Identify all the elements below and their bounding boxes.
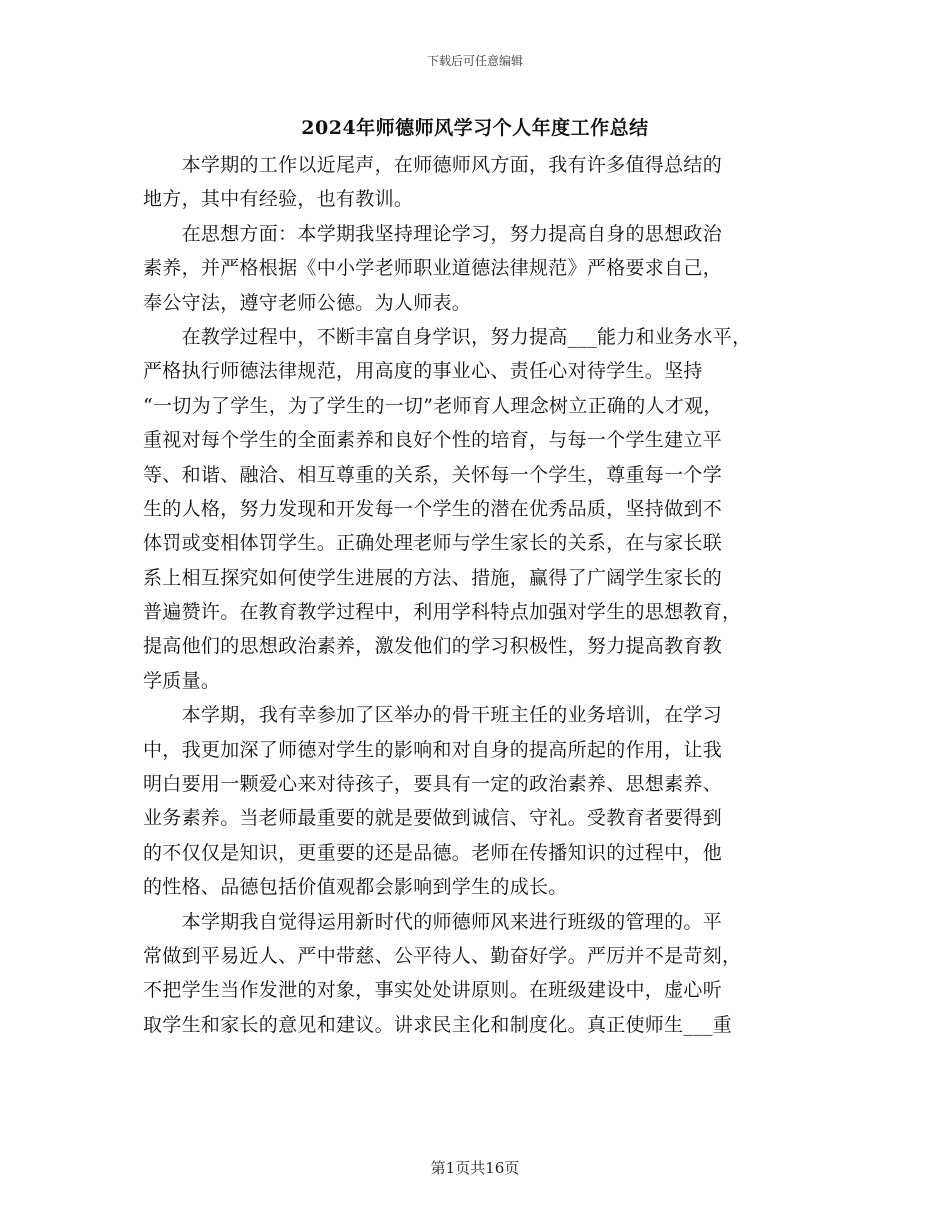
- text-line: 地方，其中有经验，也有教训。: [143, 188, 414, 211]
- text-line: 系上相互探究如何使学生进展的方法、措施，赢得了广阔学生家长的: [143, 566, 723, 589]
- text-line: 奉公守法，遵守老师公德。为人师表。: [143, 291, 472, 314]
- text-line: 中，我更加深了师德对学生的影响和对自身的提高所起的作用，让我: [143, 738, 723, 761]
- text-line: 生的人格，努力发现和开发每一个学生的潜在优秀品质，坚持做到不: [143, 497, 723, 520]
- text-line: 体罚或变相体罚学生。正确处理老师与学生家长的关系，在与家长联: [143, 532, 723, 555]
- text-line: 在教学过程中，不断丰富自身学识，努力提高___能力和业务水平，: [143, 325, 752, 348]
- header-note: 下载后可任意编辑: [426, 54, 523, 68]
- text-line: 严格执行师德法律规范，用高度的事业心、责任心对待学生。坚持: [143, 360, 703, 383]
- text-line: 的性格、品德包括价值观都会影响到学生的成长。: [143, 876, 568, 899]
- text-line: 在思想方面：本学期我坚持理论学习，努力提高自身的思想政治: [143, 222, 723, 245]
- text-line: 等、和谐、融洽、相互尊重的关系，关怀每一个学生，尊重每一个学: [143, 463, 723, 486]
- text-line: 业务素养。当老师最重要的就是要做到诚信、守礼。受教育者要得到: [143, 807, 723, 830]
- text-line: 学质量。: [143, 669, 221, 692]
- text-line: “一切为了学生，为了学生的一切”老师育人理念树立正确的人才观，: [143, 394, 723, 417]
- text-line: 本学期的工作以近尾声，在师德师风方面，我有许多值得总结的: [143, 154, 723, 176]
- text-line: 常做到平易近人、严中带慈、公平待人、勤奋好学。严厉并不是苛刻，: [143, 944, 742, 967]
- text-line: 素养，并严格根据《中小学老师职业道德法律规范》严格要求自己，: [143, 257, 723, 280]
- text-line: 明白要用一颗爱心来对待孩子，要具有一定的政治素养、思想素养、: [143, 773, 723, 796]
- text-line: 普遍赞许。在教育教学过程中，利用学科特点加强对学生的思想教育，: [143, 601, 742, 624]
- text-line: 提高他们的思想政治素养，激发他们的学习积极性，努力提高教育教: [143, 635, 723, 658]
- page-footer: 第1页共16页: [430, 1159, 520, 1177]
- document-title: 2024年师德师风学习个人年度工作总结: [301, 117, 649, 139]
- text-line: 本学期，我有幸参加了区举办的骨干班主任的业务培训，在学习: [143, 704, 723, 727]
- text-line: 取学生和家长的意见和建议。讲求民主化和制度化。真正使师生___重: [143, 1013, 733, 1036]
- text-line: 不把学生当作发泄的对象，事实处处讲原则。在班级建设中，虚心听: [143, 979, 723, 1002]
- text-line: 本学期我自觉得运用新时代的师德师风来进行班级的管理的。平: [143, 910, 723, 933]
- document-body: [143, 148, 823, 1042]
- text-line: 的不仅仅是知识，更重要的还是品德。老师在传播知识的过程中，他: [143, 841, 723, 864]
- text-line: 重视对每个学生的全面素养和良好个性的培育，与每一个学生建立平: [143, 429, 723, 452]
